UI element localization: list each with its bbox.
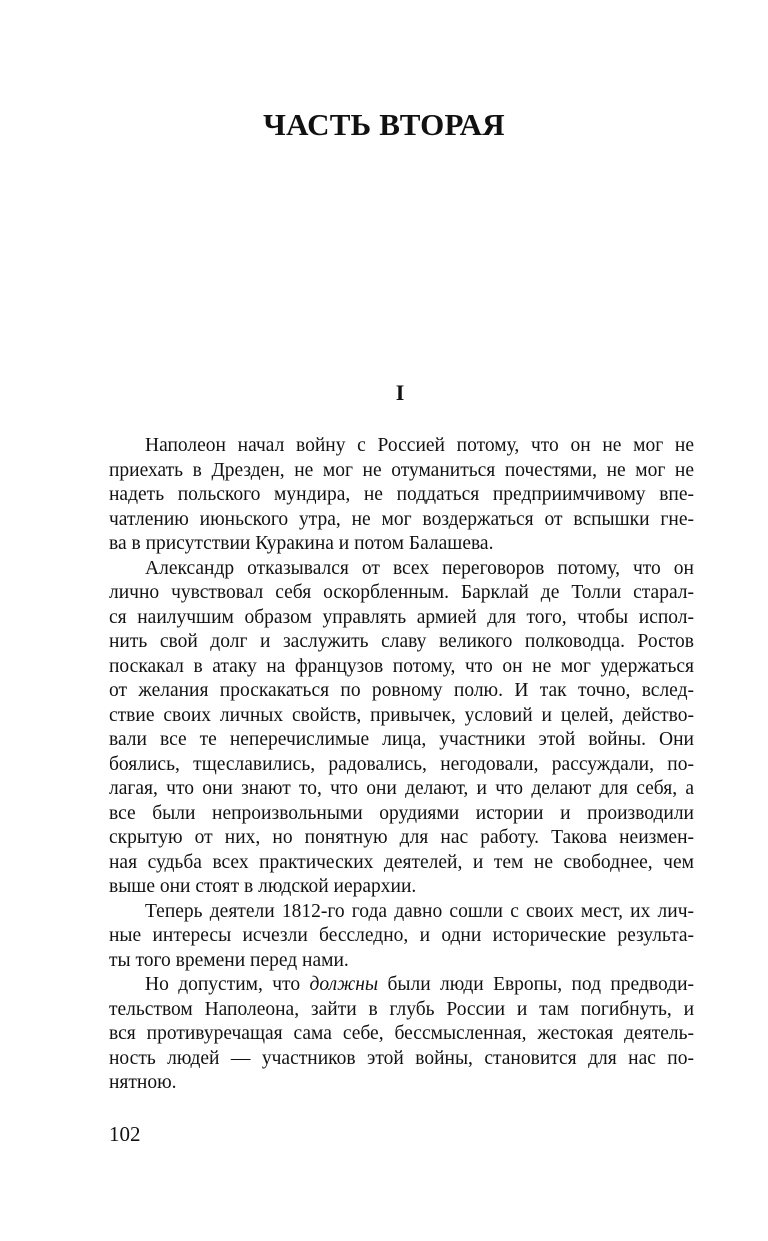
- text-line: лично чувствовал себя оскорбленным. Барклай де Толли старал-: [109, 582, 694, 603]
- text-line: ствие своих личных свойств, привычек, условий и целей, действо-: [109, 704, 694, 726]
- text-segment: были люди Европы, под предводи-: [378, 974, 694, 995]
- text-line: тельством Наполеона, зайти в глубь России и там погибнуть, и: [109, 998, 694, 1020]
- text-line: [109, 973, 694, 998]
- text-line: вся противуречащая сама себе, бессмысленная, жестокая деятель-: [109, 1023, 694, 1044]
- text-line: ные интересы исчезли бесследно, и одни исторические результа-: [109, 925, 694, 946]
- text-line: ность людей — участников этой войны, становится для нас по-: [109, 1047, 694, 1069]
- text-line: ся наилучшим образом управлять армией для того, чтобы испол-: [109, 606, 694, 628]
- text-line: Наполеон начал войну с Россией потому, что он не мог не: [145, 435, 694, 456]
- text-line: поскакал в атаку на французов потому, что он не мог удержаться: [109, 655, 694, 677]
- text-line: приехать в Дрезден, не мог не отуманиться почестями, не мог не: [109, 459, 694, 481]
- text-line: нятною.: [109, 1072, 177, 1093]
- paragraph-3: [109, 900, 694, 974]
- part-title: ЧАСТЬ ВТОРАЯ: [263, 107, 505, 142]
- emphasis-word: должны: [309, 974, 379, 995]
- text-line: выше они стоят в людской иерархии.: [109, 876, 417, 897]
- text-line: Александр отказывался от всех переговоров потому, что он: [145, 557, 694, 579]
- text-line: Теперь деятели 1812-го года давно сошли с своих мест, их лич-: [145, 900, 694, 922]
- text-line: ная судьба всех практических деятелей, и тем не свободнее, чем: [109, 851, 694, 873]
- page-number: 102: [109, 1122, 141, 1146]
- text-segment: Но допустим, что: [145, 974, 310, 995]
- body-text: [109, 434, 694, 1096]
- text-line: вали все те неперечислимые лица, участники этой войны. Они: [109, 729, 694, 750]
- paragraph-1: [109, 434, 694, 557]
- text-line: надеть польского мундира, не поддаться предприимчивому впе-: [109, 484, 694, 505]
- paragraph-2: [109, 557, 694, 900]
- text-line: чатлению июньского утра, не мог воздержаться от вспышки гне-: [109, 508, 694, 530]
- text-line: от желания проскакаться по ровному полю. И так точно, вслед-: [109, 680, 694, 701]
- text-line: все были непроизвольными орудиями истории и производили: [109, 802, 694, 824]
- text-line: нить свой долг и заслужить славу великого полководца. Ростов: [109, 631, 694, 652]
- text-line: ва в присутствии Куракина и потом Балашева.: [109, 533, 494, 554]
- text-line: лагая, что они знают то, что они делают, и что делают для себя, а: [109, 778, 694, 799]
- chapter-number: I: [395, 380, 405, 405]
- text-line: скрытую от них, но понятную для нас работу. Такова неизмен-: [109, 827, 694, 848]
- paragraph-4: [109, 973, 694, 1096]
- text-line: ты того времени перед нами.: [109, 949, 349, 971]
- text-line: боялись, тщеславились, радовались, негодовали, рассуждали, по-: [109, 753, 694, 775]
